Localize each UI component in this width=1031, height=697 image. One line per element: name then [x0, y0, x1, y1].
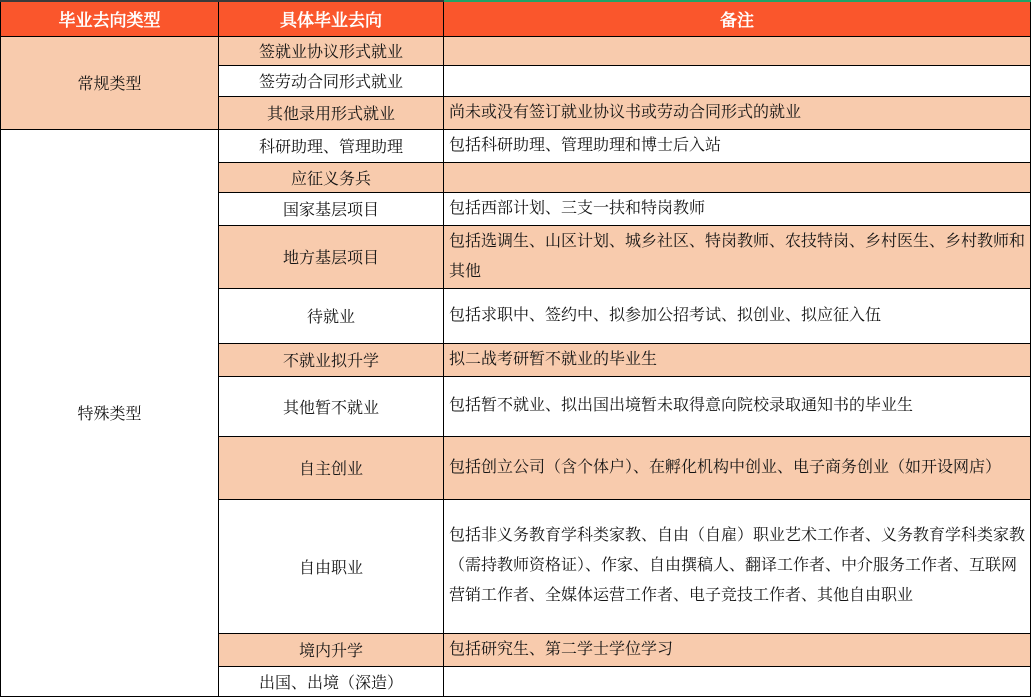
remark-cell[interactable]: 包括暂不就业、拟出国出境暂未取得意向院校录取通知书的毕业生: [444, 376, 1031, 436]
remark-cell[interactable]: [444, 65, 1031, 96]
remark-cell[interactable]: 包括非义务教育学科类家教、自由（自雇）职业艺术工作者、义务教育学科类家教（需持教师资格证）、作家、自由撰稿人、翻译工作者、中介服务工作者、互联网营销工作者、全媒体运营工作者、电子竞技工作者、其他自由职业: [444, 499, 1031, 633]
remark-cell[interactable]: 包括求职中、签约中、拟参加公招考试、拟创业、拟应征入伍: [444, 288, 1031, 343]
destination-cell[interactable]: 签就业协议形式就业: [219, 36, 444, 65]
header-cell-destination[interactable]: 具体毕业去向: [219, 1, 444, 36]
destination-cell[interactable]: 其他暂不就业: [219, 376, 444, 436]
destination-cell[interactable]: 自由职业: [219, 499, 444, 633]
header-cell-type[interactable]: 毕业去向类型: [1, 1, 219, 36]
destination-cell[interactable]: 地方基层项目: [219, 225, 444, 288]
destination-cell[interactable]: 出国、出境（深造）: [219, 666, 444, 696]
remark-cell[interactable]: 拟二战考研暂不就业的毕业生: [444, 343, 1031, 376]
table-row: [1, 129, 1031, 162]
remark-cell[interactable]: 包括选调生、山区计划、城乡社区、特岗教师、农技特岗、乡村医生、乡村教师和其他: [444, 225, 1031, 288]
remark-cell[interactable]: 尚未或没有签订就业协议书或劳动合同形式的就业: [444, 96, 1031, 129]
destination-cell[interactable]: 国家基层项目: [219, 192, 444, 225]
remark-cell[interactable]: [444, 162, 1031, 192]
destination-cell[interactable]: 其他录用形式就业: [219, 96, 444, 129]
destination-cell[interactable]: 不就业拟升学: [219, 343, 444, 376]
header-row: [1, 1, 1031, 36]
remark-cell[interactable]: [444, 36, 1031, 65]
header-cell-remark[interactable]: 备注: [444, 1, 1031, 36]
destination-cell[interactable]: 科研助理、管理助理: [219, 129, 444, 162]
group-type-cell[interactable]: 特殊类型: [1, 129, 219, 696]
destination-cell[interactable]: 签劳动合同形式就业: [219, 65, 444, 96]
destination-cell[interactable]: 待就业: [219, 288, 444, 343]
remark-cell[interactable]: 包括西部计划、三支一扶和特岗教师: [444, 192, 1031, 225]
destination-cell[interactable]: 自主创业: [219, 436, 444, 499]
remark-cell[interactable]: 包括研究生、第二学士学位学习: [444, 633, 1031, 666]
destination-cell[interactable]: 应征义务兵: [219, 162, 444, 192]
group-type-cell[interactable]: 常规类型: [1, 36, 219, 129]
table-row: [1, 36, 1031, 65]
remark-cell[interactable]: 包括科研助理、管理助理和博士后入站: [444, 129, 1031, 162]
destination-cell[interactable]: 境内升学: [219, 633, 444, 666]
remark-cell[interactable]: [444, 666, 1031, 696]
remark-cell[interactable]: 包括创立公司（含个体户）、在孵化机构中创业、电子商务创业（如开设网店）: [444, 436, 1031, 499]
